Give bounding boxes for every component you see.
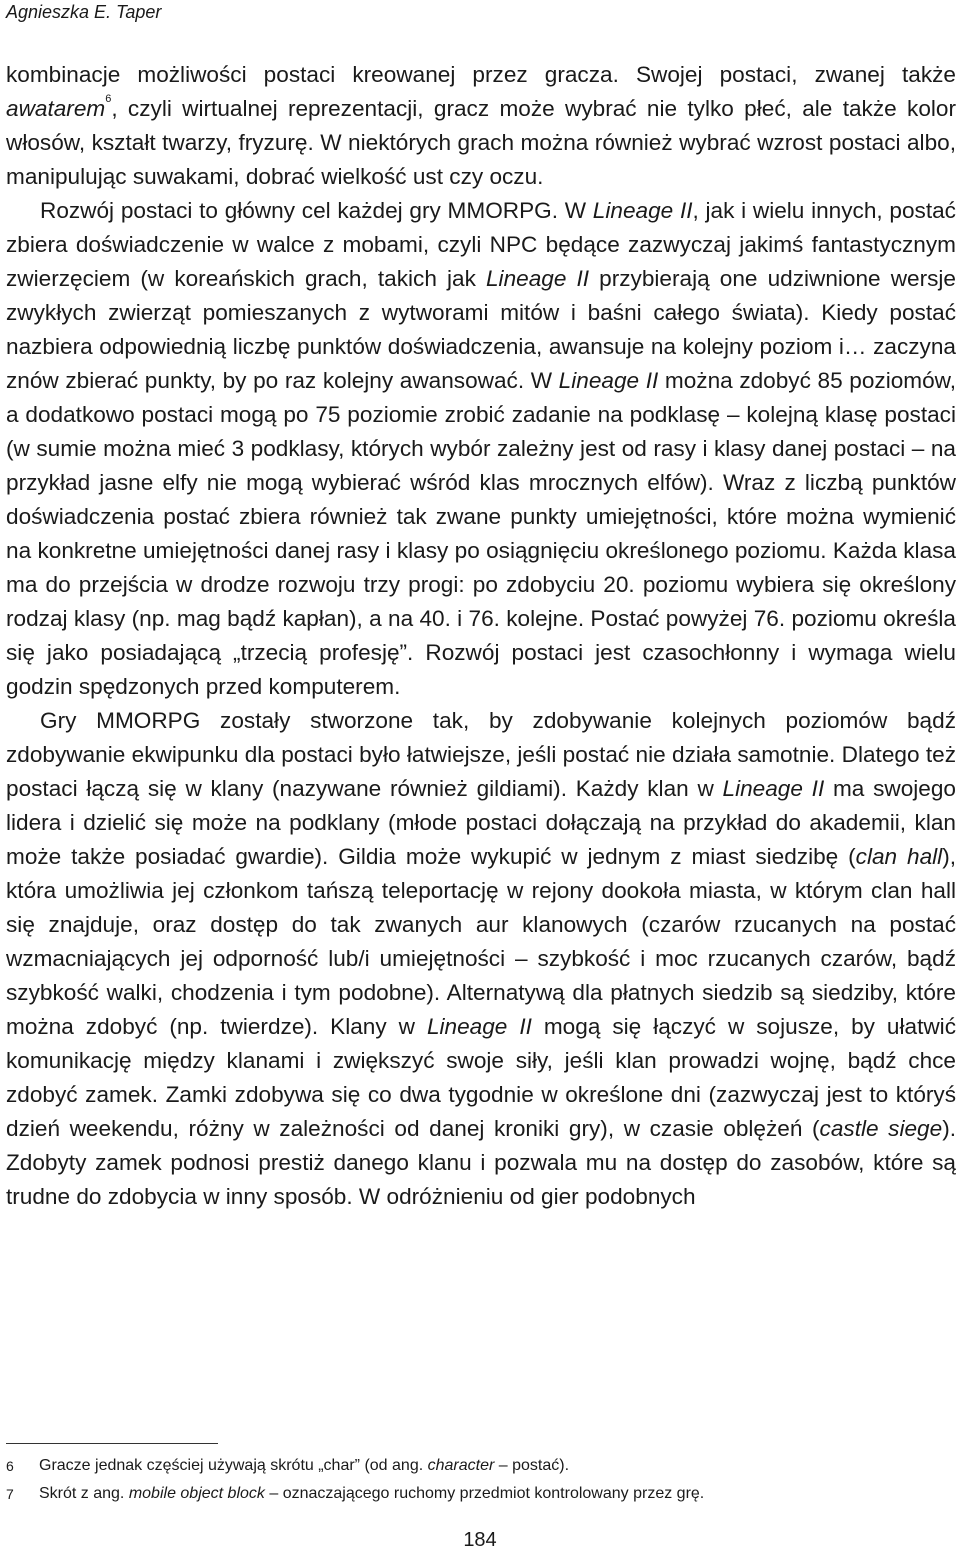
text-run: mogą się łączyć w sojusze, by ułatwić komunikację między klanami i zwiększyć swoje siły, jeśli klan prowadzi wojnę, bądź chce zdobyć zamek. Zamki zdobywa się co dwa tygodnie w określone dni (zazwyczaj jest to któryś dzień weekendu, różny w zależności od danej kroniki gry), w czasie oblężeń ( [6,1014,956,1141]
italic-run: character [427,1457,495,1474]
text-run: – oznaczającego ruchomy przedmiot kontrolowany przez grę. [264,1485,705,1502]
italic-run: mobile object block [128,1485,265,1502]
footnote-text [39,1452,569,1480]
running-header: Agnieszka E. Taper [6,2,162,22]
text-run: można zdobyć 85 poziomów, a dodatkowo postaci mogą po 75 poziomie zrobić zadanie na podklasę – kolejną klasę postaci (w sumie można mieć 3 podklasy, których wybór zależny jest od rasy i klasy danej postaci – na przykład jasne elfy nie mogą wybierać wśród klas mrocznych elfów). Wraz z liczbą punktów doświadczenia postać zbiera również tak zwane punkty umiejętności, które można wymienić na konkretne umiejętności danej rasy i klasy po osiągnięciu określonego poziomu. Każda klasa ma do przejścia w drodze rozwoju trzy progi: po zdobyciu 20. poziomu wybiera się określony rodzaj klasy (np. mag bądź kapłan), a na 40. i 76. kolejne. Postać powyżej 76. poziomu określa się jako posiadającą „trzecią profesję”. Rozwój postaci jest czasochłonny i wymaga wielu godzin spędzonych przed komputerem. [6,368,957,699]
text-run: Gracze jednak częściej używają skrótu „char” (od ang. [39,1457,428,1474]
italic-run: Lineage II [426,1014,532,1039]
footnote-separator [6,1443,218,1444]
italic-run: Lineage II [558,368,659,393]
footnote-text [39,1480,704,1508]
text-run: Gry MMORPG zostały stworzone tak, by zdobywanie kolejnych poziomów bądź zdobywanie ekwipunku dla postaci było łatwiejsze, jeśli postać nie działa samotnie. Dlatego też postaci łączą się w klany (nazywane również gildiami). Każdy klan w [6,708,956,801]
main-text [6,58,956,1214]
footnote-number: 6 [6,1458,14,1474]
footnote-number: 7 [6,1486,14,1502]
text-run: Skrót z ang. [39,1485,129,1502]
text-run: przybierają one udziwnione wersje zwykłych zwierząt pomieszanych z wytworami mitów i baśni całego świata). Kiedy postać nazbiera odpowiednią liczbę punktów doświadczenia, awansuje na kolejny poziom i… zaczyna znów zbierać punkty, by po raz kolejny awansować. W [6,266,956,393]
text-run: – postać). [494,1457,570,1474]
footnote [6,1480,956,1508]
text-run: ), która umożliwia jej członkom tańszą teleportację w rejony dookoła miasta, w którym clan hall się znajduje, oraz dostęp do tak zwanych aur klanowych (czarów rzucanych na postać wzmacniających jej odporność lub/i umiejętności – szybkość i moc rzucanych czarów, bądź szybkość walki, chodzenia i tym podobne). Alternatywą dla płatnych siedzib są siedziby, które można zdobyć (np. twierdze). Klany w [6,844,956,1039]
footnote-ref: 6 [105,93,112,105]
footnotes [6,1452,956,1508]
italic-run: Lineage II [722,776,825,801]
page-number: 184 [463,1529,497,1551]
text-run: , jak i wielu innych, postać zbiera doświadczenie w walce z mobami, czyli NPC będące zazwyczaj jakimś fantastycznym zwierzęciem (w koreańskich grach, takich jak [6,198,956,291]
italic-run: clan hall [855,844,943,869]
footnote [6,1452,956,1480]
text-run: kombinacje możliwości postaci kreowanej przez gracza. Swojej postaci, zwanej także [6,62,956,87]
paragraph [6,704,956,1214]
paragraph [6,194,956,704]
text-run: ma swojego lidera i dzielić się może na podklany (młode postaci dołączają na przykład do akademii, klan może także posiadać gwardie). Gildia może wykupić w jednym z miast siedzibę ( [6,776,956,869]
italic-run: Lineage II [485,266,590,291]
italic-run: awatarem [6,96,106,121]
text-run: ). Zdobyty zamek podnosi prestiż danego klanu i pozwala mu na dostęp do zasobów, które są trudne do zdobycia w inny sposób. W odróżnieniu od gier podobnych [6,1116,957,1209]
text-run: Rozwój postaci to główny cel każdej gry MMORPG. W [40,198,593,223]
italic-run: Lineage II [592,198,693,223]
paragraph [6,58,956,194]
text-run: , czyli wirtualnej reprezentacji, gracz może wybrać nie tylko płeć, ale także kolor włosów, kształt twarzy, fryzurę. W niektórych grach można również wybrać wzrost postaci albo, manipulując suwakami, dobrać wielkość ust czy oczu. [6,96,956,189]
italic-run: castle siege [819,1116,943,1141]
